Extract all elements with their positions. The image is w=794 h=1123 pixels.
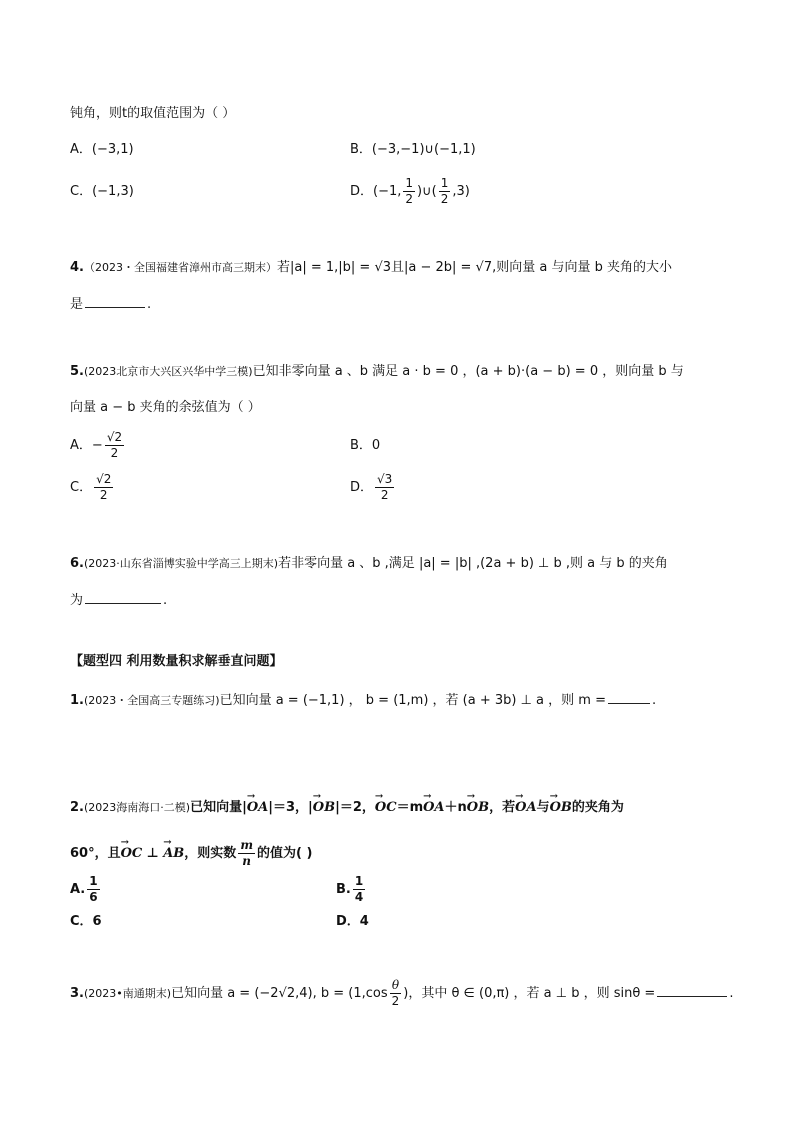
s3-number: 3. <box>70 986 84 1001</box>
q5-option-d-label: D． <box>350 480 374 495</box>
s3-stem-b: )，其中 θ ∈ (0,π) ，若 a ⊥ b ，则 sinθ = <box>403 986 656 1001</box>
frac-denominator: 6 <box>89 890 98 904</box>
q5-option-d-frac <box>375 472 394 503</box>
q3-option-a: A．(−3,1) <box>70 142 134 157</box>
s2-mid5: ，若 <box>489 800 516 815</box>
s3-source: (2023•南通期末) <box>83 987 172 1000</box>
q4-source: （2023・全国福建省漳州市高三期末） <box>83 261 277 274</box>
s1-number: 1. <box>70 693 84 708</box>
q5-stem: 已知非零向量 a 、b 满足 a · b = 0 ，(a + b)·(a − b) = 0 ，则向量 b 与 <box>252 364 684 379</box>
vector-ob: → OB <box>550 798 572 818</box>
s2-option-b-frac <box>353 874 365 905</box>
s2-mid1: |＝3，| <box>268 800 313 815</box>
q3-option-d-frac1 <box>403 176 415 207</box>
q3-option-d-part2: )∪( <box>417 184 437 199</box>
q4-line1 <box>70 258 672 278</box>
s3-line: 3.(2023•南通期末)已知向量 a = (−2√2,4), b = (1,cos $\frac{\theta}{2}$ )，其中 θ ∈ (0,π) ，若 a ⊥ b ，则 sinθ = . <box>70 978 734 1008</box>
answer-blank <box>657 983 727 997</box>
q5-line1 <box>70 362 684 382</box>
s2-mid4: ＋n <box>444 800 467 815</box>
s3-stem-a: 已知向量 a = (−2√2,4), b = (1,cos <box>171 986 388 1001</box>
q3-option-d-frac2 <box>439 176 451 207</box>
q3-option-b: B．(−3,−1)∪(−1,1) <box>350 142 476 157</box>
frac-denominator: 2 <box>405 192 414 206</box>
s1-stem: 已知向量 a = (−1,1) ， b = (1,m) ，若 (a + 3b) ⊥ a ，则 m = <box>219 693 606 708</box>
q5-option-c-frac <box>94 472 113 503</box>
q5-number: 5. <box>70 364 84 379</box>
s2-mid7: 的夹角为 <box>571 800 624 815</box>
q3-option-d <box>350 174 470 210</box>
vector-oc: → OC <box>121 836 143 872</box>
q5-option-a-label: A． <box>70 438 92 453</box>
s2-option-a-frac <box>87 874 99 905</box>
q6-number: 6. <box>70 556 84 571</box>
s2-line2b: ，则实数 <box>184 846 237 861</box>
q5-option-a-frac <box>105 430 124 461</box>
q3-option-d-part3: ,3) <box>452 184 470 199</box>
s2-line1 <box>70 798 624 818</box>
frac-numerator: √2 <box>106 430 123 444</box>
q4-stem: 若|a| = 1,|b| = √3且|a − 2b| = √7,则向量 a 与向量 b 夹角的大小 <box>276 260 672 275</box>
q5-option-d <box>350 470 396 506</box>
vector-oa: → OA <box>515 798 536 818</box>
q3-option-d-part1: (−1, <box>373 184 402 199</box>
vector-ab: → AB <box>163 836 184 872</box>
q5-line2: 向量 a − b 夹角的余弦值为（ ） <box>70 400 261 415</box>
s2-line2 <box>70 836 312 872</box>
s2-frac <box>238 838 255 869</box>
s2-line2a: 60°，且 <box>70 846 121 861</box>
s3-frac <box>390 978 402 1009</box>
answer-blank <box>85 590 161 604</box>
q3-option-c: C．(−1,3) <box>70 184 134 199</box>
answer-blank <box>85 294 145 308</box>
s2-mid3: ＝m <box>396 800 424 815</box>
frac-numerator: 1 <box>440 176 449 190</box>
perp-symbol: ⊥ <box>146 846 159 861</box>
s2-stem: 已知向量| <box>190 800 247 815</box>
q6-line2: 为 . <box>70 590 167 611</box>
frac-numerator: √2 <box>96 472 112 486</box>
s2-line2c: 的值为( ) <box>257 846 313 861</box>
s2-option-a-label: A. <box>70 882 86 897</box>
vector-oc: → OC <box>375 798 397 818</box>
vector-ob: → OB <box>467 798 489 818</box>
s2-number: 2. <box>70 800 84 815</box>
frac-denominator: 2 <box>440 192 449 206</box>
frac-numerator: θ <box>390 978 402 994</box>
q3-stem: 钝角，则t的取值范围为（ ） <box>70 106 236 121</box>
frac-denominator: 2 <box>110 446 119 460</box>
answer-blank <box>608 690 650 704</box>
q4-number: 4. <box>70 260 84 275</box>
frac-denominator: n <box>242 854 252 868</box>
frac-denominator: 2 <box>99 488 108 502</box>
q5-option-c-label: C． <box>70 480 93 495</box>
s2-option-d: D．4 <box>336 914 369 929</box>
frac-numerator: √3 <box>377 472 393 486</box>
q6-line1 <box>70 554 668 574</box>
s2-option-a <box>70 872 102 908</box>
vector-oa: → OA <box>423 798 444 818</box>
q4-stem2: 是 <box>70 297 84 312</box>
q5-option-c <box>70 470 115 506</box>
s2-option-c: C．6 <box>70 914 102 929</box>
s2-option-b-label: B. <box>336 882 351 897</box>
frac-denominator: 2 <box>391 994 400 1008</box>
s1-source: (2023・全国高三专题练习) <box>83 694 220 707</box>
frac-denominator: 2 <box>380 488 389 502</box>
q4-line2: 是 . <box>70 294 151 315</box>
q6-stem: 若非零向量 a 、b ,满足 |a| = |b| ,(2a + b) ⊥ b ,则 a 与 b 的夹角 <box>278 556 668 571</box>
frac-denominator: 4 <box>354 890 364 904</box>
s2-mid2: |＝2， <box>335 800 375 815</box>
q6-stem2: 为 <box>70 593 84 608</box>
vector-ob: → OB <box>313 798 335 818</box>
vector-oa: → OA <box>247 798 268 818</box>
q3-option-d-label: D． <box>350 184 374 199</box>
s2-mid6: 与 <box>536 800 550 815</box>
q5-option-a <box>70 428 126 464</box>
frac-numerator: 1 <box>405 176 414 190</box>
q5-source: (2023北京市大兴区兴华中学三模) <box>83 365 253 378</box>
q5-option-b: B．0 <box>350 438 381 453</box>
s2-source: (2023海南海口·二模) <box>83 801 191 814</box>
frac-numerator: 1 <box>89 874 98 888</box>
frac-numerator: m <box>240 838 254 852</box>
s2-option-b <box>336 872 367 908</box>
frac-numerator: 1 <box>354 874 364 888</box>
q5-option-a-sign: − <box>91 438 103 453</box>
s1-line: 1.(2023・全国高三专题练习)已知向量 a = (−1,1) ， b = (1,m) ，若 (a + 3b) ⊥ a ，则 m = . <box>70 690 656 711</box>
section-title: 【题型四 利用数量积求解垂直问题】 <box>70 654 283 669</box>
q6-source: (2023·山东省淄博实验中学高三上期末) <box>83 557 279 570</box>
